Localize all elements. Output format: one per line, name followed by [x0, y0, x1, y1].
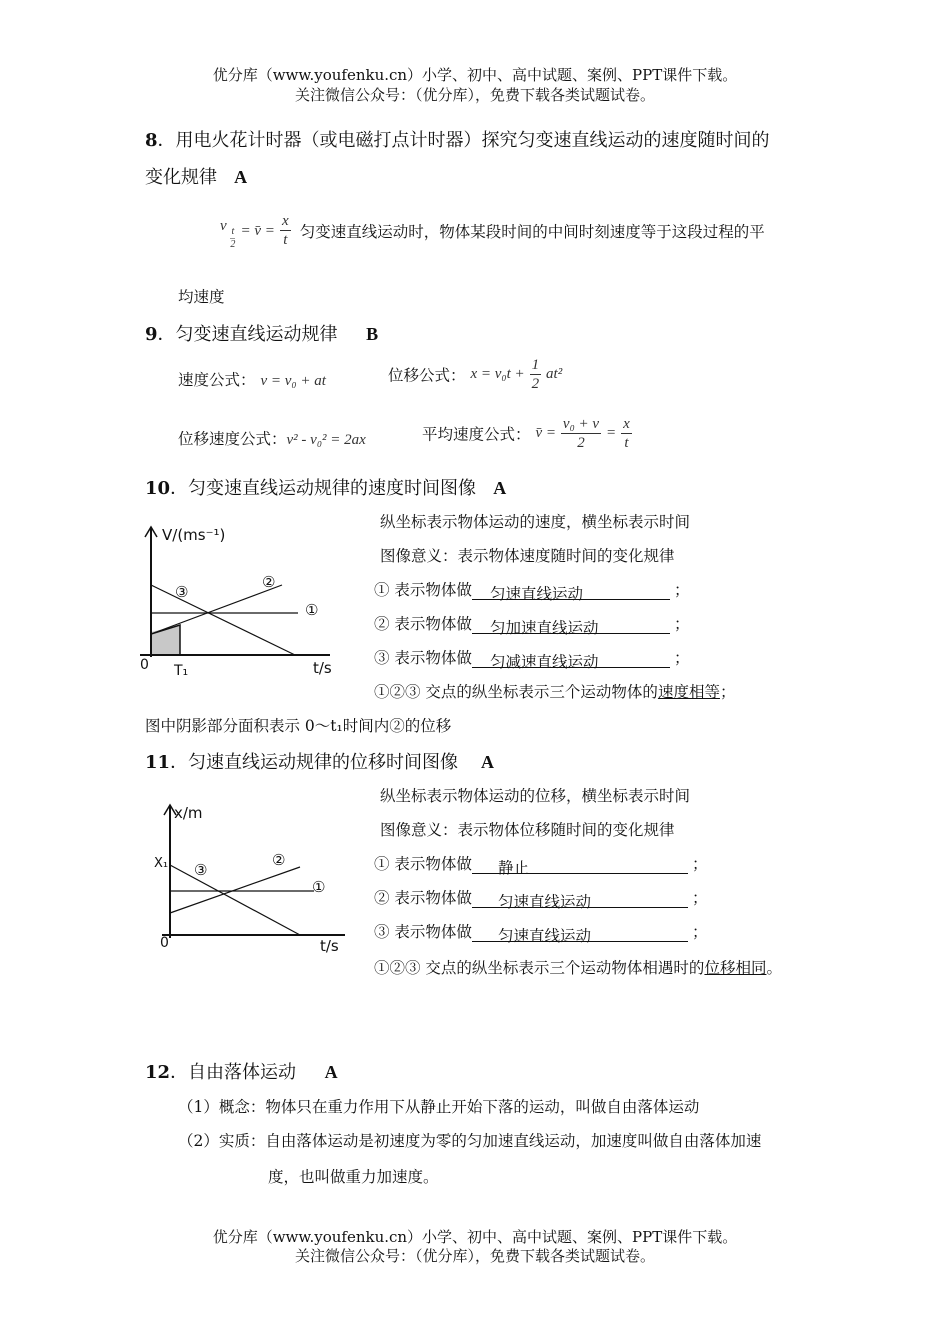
section-8-desc: 匀变速直线运动时，物体某段时间的中间时刻速度等于这段过程的平	[299, 222, 765, 241]
shaded-area-outline	[151, 625, 180, 655]
line-2	[170, 867, 300, 913]
displacement-fraction: $\frac{1}{2}$	[531, 357, 540, 392]
section-11-level: A	[480, 752, 494, 772]
origin-label: 0	[140, 657, 149, 673]
t1-label: T₁	[174, 663, 189, 679]
s10-item-3: ③ 表示物体做 匀减速直线运动 ；	[374, 649, 690, 671]
s11-intersect: ①②③ 交点的纵坐标表示三个运动物体相遇时的位移相同。	[374, 959, 782, 977]
s10-item-1: ① 表示物体做 匀速直线运动 ；	[374, 581, 690, 603]
section-8-number: 8	[145, 130, 158, 151]
section-9-title: 9．匀变速直线运动规律 B	[145, 324, 379, 345]
s10-intersect: ①②③ 交点的纵坐标表示三个运动物体的速度相等；	[374, 683, 736, 701]
s12-essence: （2）实质：自由落体运动是初速度为零的匀加速直线运动，加速度叫做自由落体加速	[178, 1132, 762, 1150]
section-8-title: 8．用电火花计时器（或电磁打点计时器）探究匀变速直线运动的速度随时间的	[145, 130, 770, 151]
line-2-label: ②	[262, 573, 276, 591]
s12-concept: （1）概念：物体只在重力作用下从静止开始下落的运动，叫做自由落体运动	[178, 1098, 700, 1116]
footer-line-1: 优分库（www.youfenku.cn）小学、初中、高中试题、案例、PPT课件下载。	[212, 1228, 738, 1246]
s11-answer-1: 静止	[472, 856, 688, 874]
xt-graph	[150, 795, 360, 960]
line-3-label: ③	[175, 583, 189, 601]
velocity-formula-row: 速度公式： v = v₀ + at	[178, 371, 326, 389]
shade-note: 图中阴影部分面积表示 0～t₁时间内②的位移	[145, 717, 452, 735]
section-9-number: 9	[145, 324, 158, 345]
line-1-label: ①	[305, 601, 319, 619]
s11-answer-3: 匀速直线运动	[472, 924, 688, 942]
line-3	[170, 865, 300, 935]
vd-formula-row: 位移速度公式：v² - v₀² = 2ax	[178, 430, 366, 448]
footer-line-2: 关注微信公众号：（优分库），免费下载各类试题试卷。	[294, 1247, 655, 1265]
s11-item-2: ② 表示物体做 匀速直线运动 ；	[374, 889, 708, 911]
section-8-level: A	[234, 167, 248, 187]
vt-graph	[130, 515, 350, 680]
section-10-title: 10．匀变速直线运动规律的速度时间图像 A	[145, 478, 507, 499]
s11-item-1: ① 表示物体做 静止 ；	[374, 855, 708, 877]
section-10-level: A	[493, 478, 507, 498]
line-1-label: ①	[312, 878, 326, 896]
s10-answer-1: 匀速直线运动	[472, 582, 670, 600]
section-8-fraction: $\frac{x}{t}$	[282, 213, 289, 248]
origin-label: 0	[160, 935, 169, 951]
s12-essence-cont: 度，也叫做重力加速度。	[268, 1168, 439, 1186]
s10-line-1: 纵坐标表示物体运动的速度，横坐标表示时间	[380, 513, 691, 531]
s10-answer-2: 匀加速直线运动	[472, 616, 670, 634]
vd-formula: v² - v₀² = 2ax	[286, 432, 366, 448]
y-axis-label: V/(ms⁻¹)	[162, 526, 226, 544]
section-12-title: 12．自由落体运动 A	[145, 1062, 338, 1083]
section-8-title-cont: 变化规律 A	[145, 167, 248, 188]
avg-fraction: $\frac{\text{v₀ + v}}{2}$	[562, 416, 600, 451]
velocity-formula: v = v₀ + at	[260, 373, 326, 389]
line-2-label: ②	[272, 851, 286, 869]
x-axis-label: t/s	[320, 937, 339, 955]
section-11-title: 11．匀速直线运动规律的位移时间图像 A	[145, 752, 494, 773]
avg-formula-row: 平均速度公式： v̄ = $\frac{\text{v₀ + v}}{2}$ = $\frac{x}{t}$	[422, 416, 630, 451]
s11-line-2: 图像意义：表示物体位移随时间的变化规律	[380, 821, 675, 839]
avg-fraction-2: $\frac{x}{t}$	[623, 416, 630, 451]
s11-line-1: 纵坐标表示物体运动的位移，横坐标表示时间	[380, 787, 691, 805]
s10-intersect-answer: 速度相等	[657, 683, 720, 701]
section-10-number: 10	[145, 478, 171, 499]
s10-answer-3: 匀减速直线运动	[472, 650, 670, 668]
s11-answer-2: 匀速直线运动	[472, 890, 688, 908]
header-line-1: 优分库（www.youfenku.cn）小学、初中、高中试题、案例、PPT课件下载。	[212, 66, 738, 84]
displacement-formula-row: 位移公式： x = v₀t + $\frac{1}{2}$ at²	[388, 357, 563, 392]
s10-line-2: 图像意义：表示物体速度随时间的变化规律	[380, 547, 675, 565]
section-8-desc-cont: 均速度	[178, 288, 225, 306]
line-3-label: ③	[194, 861, 208, 879]
s11-intersect-answer: 位移相同	[704, 959, 767, 977]
section-12-level: A	[324, 1062, 338, 1082]
section-12-number: 12	[145, 1062, 171, 1083]
x1-label: X₁	[154, 856, 169, 871]
header-line-2: 关注微信公众号：（优分库），免费下载各类试题试卷。	[294, 86, 655, 104]
s10-item-2: ② 表示物体做 匀加速直线运动 ；	[374, 615, 690, 637]
line-2	[151, 585, 282, 634]
y-axis-label: x/m	[174, 804, 203, 822]
s11-item-3: ③ 表示物体做 匀速直线运动 ；	[374, 923, 708, 945]
section-8-formula: v $\frac{t}{2}$ = v̄ = $\frac{x}{t}$ 匀变速直线运动时，物体某段时间的中间时刻速度等于这段过程的平	[220, 213, 765, 250]
section-9-level: B	[366, 324, 379, 344]
section-11-number: 11	[145, 752, 171, 773]
x-axis-label: t/s	[313, 659, 332, 677]
